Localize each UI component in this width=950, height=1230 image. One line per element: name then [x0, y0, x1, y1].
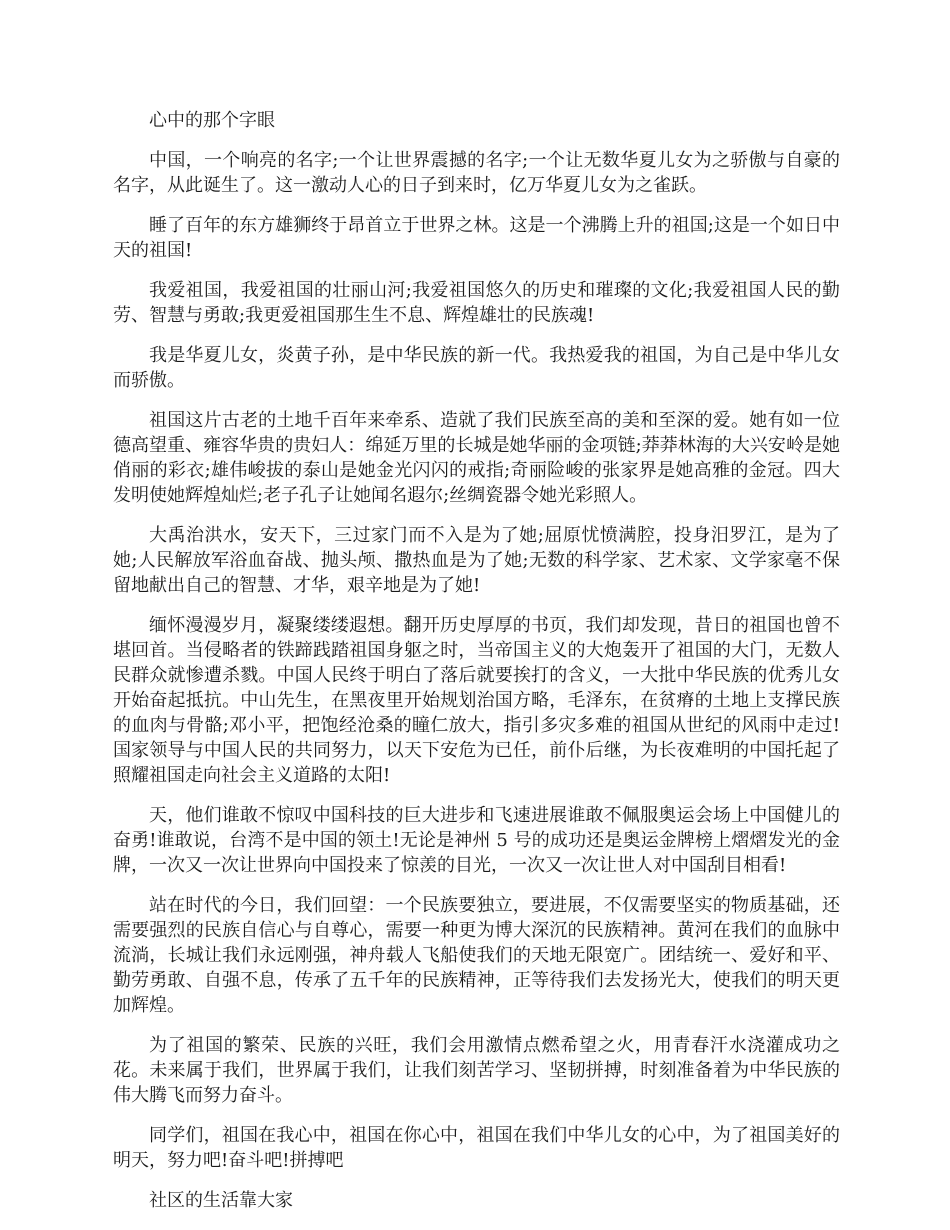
paragraph: 睡了百年的东方雄狮终于昂首立于世界之林。这是一个沸腾上升的祖国;这是一个如日中天的祖国!	[113, 215, 840, 261]
paragraph: 缅怀漫漫岁月，凝聚缕缕遐想。翻开历史厚厚的书页，我们却发现，昔日的祖国也曾不堪回首。当侵略者的铁蹄践踏祖国身躯之时，当帝国主义的大炮轰开了祖国的大门，无数人民群众就惨遭杀戮。中国人民终于明白了落后就要挨打的含义，一大批中华民族的优秀儿女开始奋起抵抗。中山先生，在黑夜里开始规划治国方略，毛泽东，在贫瘠的土地上支撑民族的血肉与骨骼;邓小平，把饱经沧桑的瞳仁放大，指引多灾多难的祖国从世纪的风雨中走过!国家领导与中国人民的共同努力，以天下安危为已任，前仆后继，为长夜难明的中国托起了照耀祖国走向社会主义道路的太阳!	[113, 615, 840, 786]
paragraph: 祖国这片古老的土地千百年来牵系、造就了我们民族至高的美和至深的爱。她有如一位德高望重、雍容华贵的贵妇人：绵延万里的长城是她华丽的金项链;莽莽林海的大兴安岭是她俏丽的彩衣;雄伟峻拔的泰山是她金光闪闪的戒指;奇丽险峻的张家界是她高雅的金冠。四大发明使她辉煌灿烂;老子孔子让她闻名遐尔;丝绸瓷器令她光彩照人。	[113, 410, 840, 506]
paragraph: 天，他们谁敢不惊叹中国科技的巨大进步和飞速进展谁敢不佩服奥运会场上中国健儿的奋勇!谁敢说，台湾不是中国的领土!无论是神州 5 号的成功还是奥运金牌榜上熠熠发光的金牌，一次又一次让世界向中国投来了惊羡的目光，一次又一次让世人对中国刮目相看!	[113, 805, 840, 876]
paragraph: 我爱祖国，我爱祖国的壮丽山河;我爱祖国悠久的历史和璀璨的文化;我爱祖国人民的勤劳、智慧与勇敢;我更爱祖国那生生不息、辉煌雄壮的民族魂!	[113, 280, 840, 326]
paragraph: 为了祖国的繁荣、民族的兴旺，我们会用激情点燃希望之火，用青春汗水浇灌成功之花。未来属于我们，世界属于我们，让我们刻苦学习、坚韧拼搏，时刻准备着为中华民族的伟大腾飞而努力奋斗。	[113, 1035, 840, 1106]
paragraph: 中国，一个响亮的名字;一个让世界震撼的名字;一个让无数华夏儿女为之骄傲与自豪的名字，从此诞生了。这一激动人心的日子到来时，亿万华夏儿女为之雀跃。	[113, 150, 840, 196]
paragraph: 同学们，祖国在我心中，祖国在你心中，祖国在我们中华儿女的心中，为了祖国美好的明天，努力吧!奋斗吧!拼搏吧	[113, 1125, 840, 1171]
paragraph: 站在时代的今日，我们回望：一个民族要独立，要进展，不仅需要坚实的物质基础，还需要强烈的民族自信心与自尊心，需要一种更为博大深沉的民族精神。黄河在我们的血脉中流淌，长城让我们永远刚强，神舟载人飞船使我们的天地无限宽广。团结统一、爱好和平、勤劳勇敢、自强不息，传承了五千年的民族精神，正等待我们去发扬光大，使我们的明天更加辉煌。	[113, 895, 840, 1016]
section-title: 心中的那个字眼	[149, 110, 275, 131]
paragraph: 大禹治洪水，安天下，三过家门而不入是为了她;屈原忧愤满腔，投身汨罗江，是为了她;人民解放军浴血奋战、抛头颅、撒热血是为了她;无数的科学家、艺术家、文学家毫不保留地献出自己的智慧、才华，艰辛地是为了她!	[113, 525, 840, 596]
document-page	[113, 108, 840, 1228]
paragraph: 我是华夏儿女，炎黄子孙，是中华民族的新一代。我热爱我的祖国，为自己是中华儿女而骄傲。	[113, 345, 840, 391]
section-title: 社区的生活靠大家	[149, 1190, 293, 1211]
